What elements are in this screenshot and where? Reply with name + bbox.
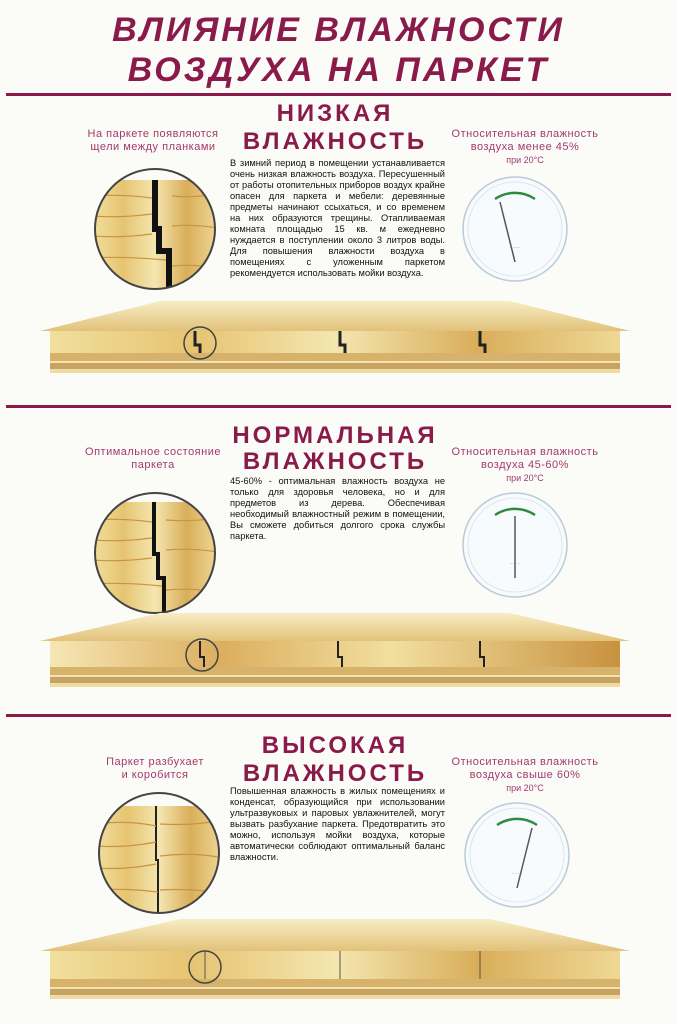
right-caption: [440, 128, 610, 154]
page-title-line-2: ВОЗДУХА НА ПАРКЕТ: [127, 51, 550, 89]
right-caption-line-2: воздуха 45-60%: [481, 459, 569, 471]
section-description: В зимний период в помещении устанавливается очень низкая влажность воздуха. Пересушенный от работы отопительных приборов воздух крайне опасен для паркета и мебели: деревянные предметы начинают ссыхаться, и со временем на них образуются трещины. Отапливаемая комната площадью 15 кв. м ежедневно нуждается в поступлении около 3 литров воды. Для повышения влажности воздуха в помещениях с уложенным паркетом рекомендуется использовать мойки воздуха.: [230, 158, 445, 278]
left-caption: [78, 128, 228, 154]
temperature-note: при 20°С: [506, 783, 544, 793]
left-caption-line-1: На паркете появляются: [87, 128, 219, 140]
section-title-line-2: ВЛАЖНОСТЬ: [242, 128, 428, 155]
temperature-note: при 20°С: [506, 155, 544, 165]
section-title-line-2: ВЛАЖНОСТЬ: [242, 760, 428, 787]
right-caption-line-2: воздуха свыше 60%: [469, 769, 581, 781]
section-divider-1: [6, 405, 671, 408]
right-caption-line-1: Относительная влажность: [451, 756, 599, 768]
section-low-humidity: [0, 96, 677, 406]
swelling-detail-magnifier: [96, 790, 222, 916]
svg-text:·······: ·······: [509, 561, 521, 567]
parquet-floor-illustration: [40, 915, 630, 1015]
right-caption: [435, 756, 615, 782]
hygrometer-gauge: [460, 174, 570, 284]
section-title-line-2: ВЛАЖНОСТЬ: [242, 448, 428, 475]
hygrometer-gauge: [460, 490, 570, 600]
section-high-humidity: [0, 720, 677, 1024]
left-caption: [78, 446, 228, 472]
left-caption-line-2: паркета: [131, 459, 175, 471]
section-title-line-1: ВЫСОКАЯ: [261, 732, 409, 759]
optimal-detail-magnifier: [92, 490, 218, 616]
left-caption: [80, 756, 230, 782]
section-description: Повышенная влажность в жилых помещениях и конденсат, образующийся при использовании ультразвуковых и паровых увлажнителей, могут вызвать разбухание паркета. Предотвратить это можно, используя мойки воздуха, которые автоматически соблюдают оптимальный баланс влажности.: [230, 786, 445, 862]
right-caption-line-1: Относительная влажность: [451, 446, 599, 458]
section-title-line-1: НОРМАЛЬНАЯ: [232, 422, 438, 449]
svg-text:·······: ·······: [509, 245, 521, 251]
left-caption-line-1: Паркет разбухает: [106, 756, 204, 768]
left-caption-line-2: щели между планками: [90, 141, 216, 153]
parquet-floor-illustration: [40, 291, 630, 391]
parquet-floor-illustration: [40, 605, 630, 705]
right-caption-line-1: Относительная влажность: [451, 128, 599, 140]
page-title-line-1: ВЛИЯНИЕ ВЛАЖНОСТИ: [112, 11, 565, 49]
svg-text:·······: ·······: [511, 871, 523, 877]
section-divider-2: [6, 714, 671, 717]
right-caption: [435, 446, 615, 472]
section-description: 45-60% - оптимальная влажность воздуха не только для здоровья человека, но и для предметов из дерева. Обеспечивая необходимый влажностный режим в помещении, Вы сможете добиться долгого срока службы паркета.: [230, 476, 445, 541]
left-caption-line-1: Оптимальное состояние: [85, 446, 221, 458]
section-normal-humidity: [0, 410, 677, 715]
section-title-line-1: НИЗКАЯ: [276, 100, 394, 127]
right-caption-line-2: воздуха менее 45%: [470, 141, 580, 153]
hygrometer-gauge: [462, 800, 572, 910]
left-caption-line-2: и коробится: [121, 769, 189, 781]
gap-detail-magnifier: [92, 166, 218, 292]
temperature-note: при 20°С: [506, 473, 544, 483]
